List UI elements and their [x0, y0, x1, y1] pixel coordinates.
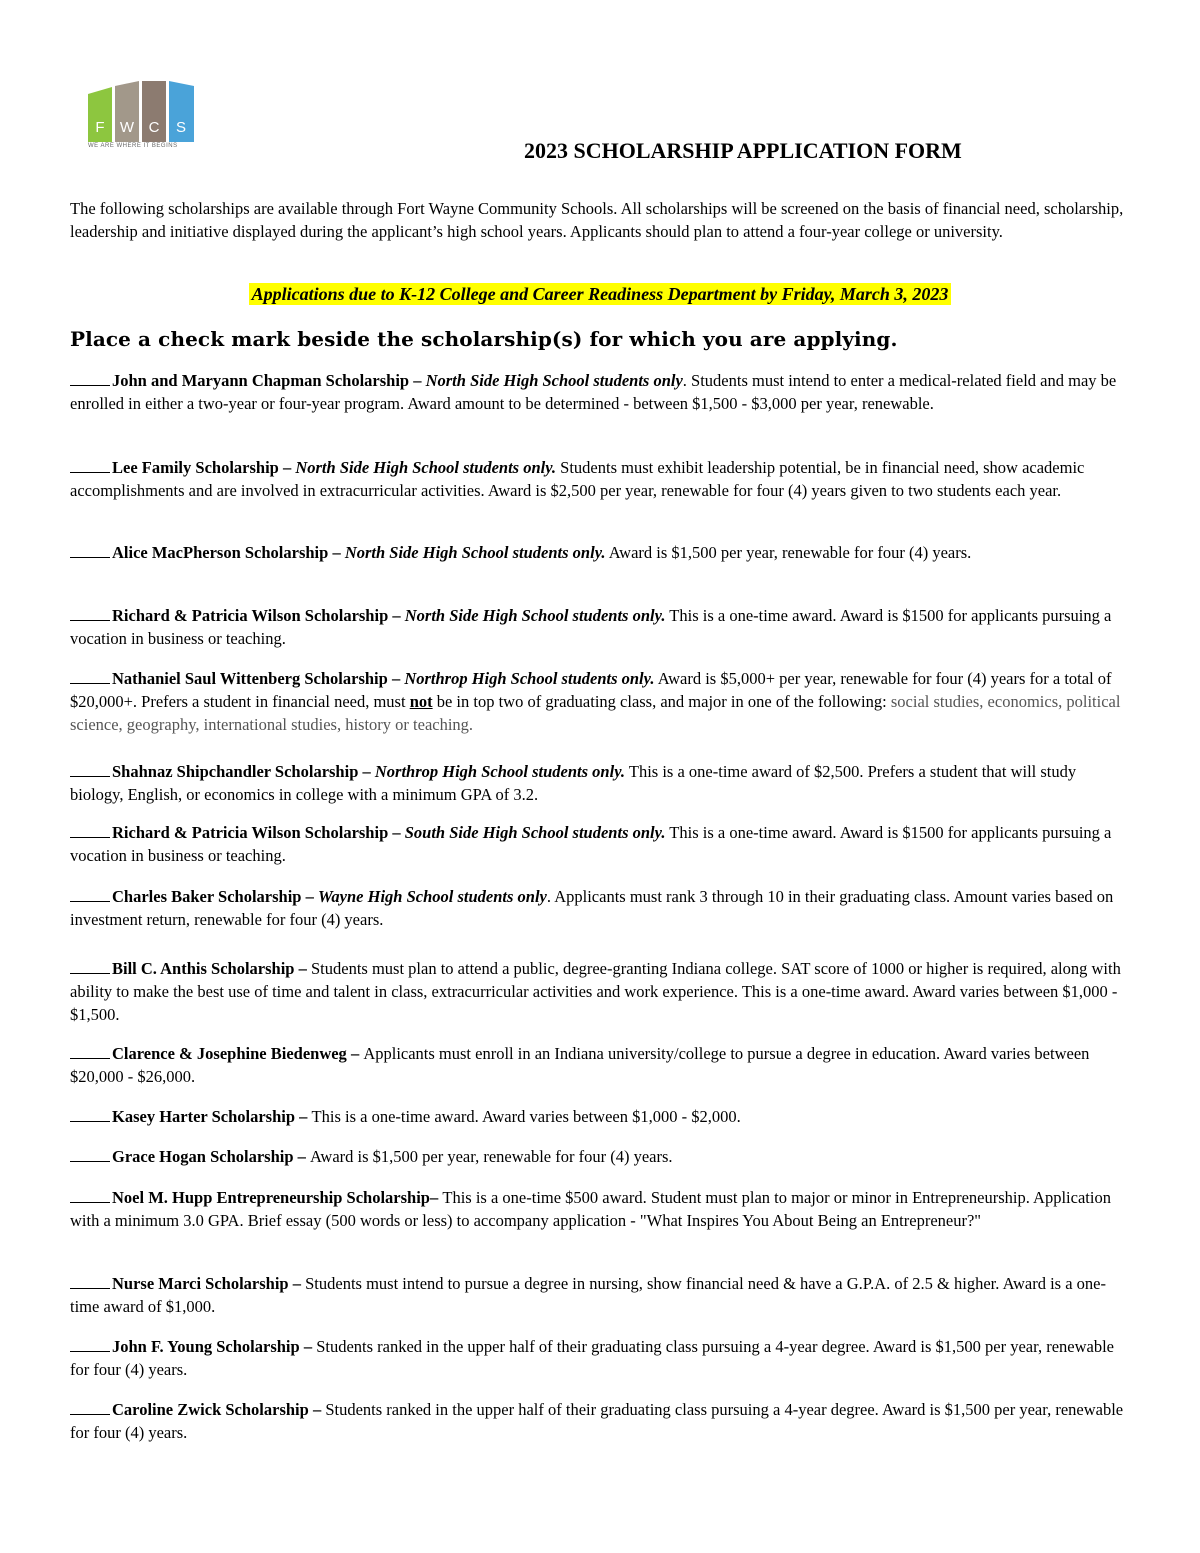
scholarship-separator: –	[328, 543, 345, 562]
scholarship-separator: –	[295, 1107, 312, 1126]
scholarship-eligibility: Wayne High School students only	[317, 887, 547, 906]
scholarship-name: Richard & Patricia Wilson Scholarship	[112, 606, 389, 625]
scholarship-description: This is a one-time award. Award varies between $1,000 - $2,000.	[311, 1107, 741, 1126]
scholarship-item	[70, 541, 1132, 564]
scholarship-name: Grace Hogan Scholarship	[112, 1147, 294, 1166]
scholarship-separator: –	[409, 371, 426, 390]
scholarship-name: Kasey Harter Scholarship	[112, 1107, 296, 1126]
scholarship-separator: –	[388, 823, 405, 842]
scholarship-item	[70, 456, 1132, 502]
scholarship-name: Richard & Patricia Wilson Scholarship	[112, 823, 389, 842]
checkmark-blank[interactable]	[70, 1273, 110, 1289]
logo-letter-w: W	[119, 119, 135, 136]
deadline-line	[0, 284, 1200, 305]
scholarship-separator: –	[358, 762, 375, 781]
scholarship-description: Applicants must enroll in an Indiana university/college to pursue a degree in education. Award varies between $20,000 - $26,000.	[70, 1044, 1090, 1086]
scholarship-item	[70, 760, 1132, 806]
deadline-notice: Applications due to K-12 College and Career Readiness Department by Friday, March 3, 2023	[249, 283, 952, 305]
scholarship-eligibility: North Side High School students only.	[295, 458, 557, 477]
scholarship-eligibility: North Side High School students only	[425, 371, 683, 390]
scholarship-separator: –	[387, 669, 405, 688]
scholarship-separator: –	[346, 1044, 364, 1063]
checkmark-blank[interactable]	[70, 1187, 110, 1203]
scholarship-majors: social studies, economics, political science, geography, international studies, history or teaching.	[70, 692, 1121, 734]
scholarship-item	[70, 1335, 1132, 1381]
scholarship-description: Students must plan to attend a public, degree-granting Indiana college. SAT score of 1000 or higher is required, along with ability to make the best use of time and talent in class, extracurricular activities and work experience. This is a one-time award. Award varies between $1,000 - $1,500.	[70, 959, 1121, 1024]
scholarship-name: Lee Family Scholarship	[112, 458, 279, 477]
scholarship-item	[70, 1186, 1132, 1232]
checkmark-blank[interactable]	[70, 1336, 110, 1352]
checkmark-blank[interactable]	[70, 605, 110, 621]
checkmark-blank[interactable]	[70, 1043, 110, 1059]
checkmark-blank[interactable]	[70, 457, 110, 473]
scholarship-separator: –	[388, 606, 405, 625]
scholarship-separator: –	[294, 959, 311, 978]
checkmark-blank[interactable]	[70, 886, 110, 902]
checkmark-blank[interactable]	[70, 370, 110, 386]
scholarship-description: Award is $1,500 per year, renewable for four (4) years.	[605, 543, 972, 562]
scholarship-name: John and Maryann Chapman Scholarship	[112, 371, 410, 390]
scholarship-description-cont: be in top two of graduating class, and major in one of the following:	[432, 692, 891, 711]
scholarship-item	[70, 1272, 1132, 1318]
checkmark-blank[interactable]	[70, 822, 110, 838]
scholarship-separator: –	[293, 1147, 311, 1166]
scholarship-description: This is a one-time $500 award. Student must plan to major or minor in Entrepreneurship. Application with a minimum 3.0 GPA. Brief essay (500 words or less) to accompany application - "What Inspires You About Being an Entrepreneur?"	[70, 1188, 1111, 1230]
checkmark-blank[interactable]	[70, 668, 110, 684]
scholarship-separator: –	[288, 1274, 306, 1293]
scholarship-item	[70, 1105, 1132, 1128]
scholarship-name: Caroline Zwick Scholarship	[112, 1400, 309, 1419]
checkmark-blank[interactable]	[70, 542, 110, 558]
scholarship-item	[70, 885, 1132, 931]
scholarship-description: . Applicants must rank 3 through 10 in their graduating class. Amount varies based on investment return, renewable for four (4) years.	[70, 887, 1114, 929]
scholarship-item	[70, 957, 1132, 1026]
scholarship-separator: –	[299, 1337, 317, 1356]
logo-tagline: WE ARE WHERE IT BEGINS	[88, 143, 178, 149]
scholarship-item	[70, 1042, 1132, 1088]
logo-letter-c: C	[148, 119, 160, 136]
scholarship-description: This is a one-time award. Award is $1500 for applicants pursuing a vocation in business or teaching.	[70, 823, 1112, 865]
checkmark-blank[interactable]	[70, 1106, 110, 1122]
scholarship-description: This is a one-time award of $2,500. Prefers a student that will study biology, English, or economics in college with a minimum GPA of 3.2.	[70, 762, 1077, 804]
instruction-heading: Place a check mark beside the scholarship(s) for which you are applying.	[70, 327, 898, 351]
scholarship-eligibility: North Side High School students only.	[344, 543, 606, 562]
scholarship-name: Alice MacPherson Scholarship	[112, 543, 329, 562]
scholarship-name: Noel M. Hupp Entrepreneurship Scholarship	[112, 1188, 430, 1207]
scholarship-separator: –	[301, 887, 318, 906]
scholarship-separator: –	[430, 1188, 443, 1207]
scholarship-description: . Students must intend to enter a medical-related field and may be enrolled in either a two-year or four-year program. Award amount to be determined - between $1,500 - $3,000 per year, renewable.	[70, 371, 1117, 413]
emphasis-not: not	[409, 692, 433, 711]
scholarship-name: Charles Baker Scholarship	[112, 887, 302, 906]
scholarship-item	[70, 369, 1132, 415]
scholarship-item	[70, 1145, 1132, 1168]
scholarship-description: Students must exhibit leadership potential, be in financial need, show academic accomplishments and are involved in extracurricular activities. Award is $2,500 per year, renewable for four (4) years given to two students each year.	[70, 458, 1085, 500]
scholarship-eligibility: Northrop High School students only.	[374, 762, 626, 781]
scholarship-description: Award is $5,000+ per year, renewable for four (4) years for a total of $20,000+. Prefers a student in financial need, must	[70, 669, 1112, 711]
scholarship-separator: –	[278, 458, 296, 477]
fwcs-logo-graphic	[86, 80, 200, 144]
scholarship-item	[70, 1398, 1132, 1444]
scholarship-name: Nathaniel Saul Wittenberg Scholarship	[112, 669, 388, 688]
scholarship-name: John F. Young Scholarship	[112, 1337, 300, 1356]
scholarship-description: Students must intend to pursue a degree in nursing, show financial need & have a G.P.A. of 2.5 & higher. Award is a one-time award of $1,000.	[70, 1274, 1106, 1316]
scholarship-eligibility: Northrop High School students only.	[404, 669, 655, 688]
scholarship-name: Nurse Marci Scholarship	[112, 1274, 289, 1293]
scholarship-item	[70, 821, 1132, 867]
scholarship-description: Students ranked in the upper half of their graduating class pursuing a 4-year degree. Award is $1,500 per year, renewable for four (4) years.	[70, 1337, 1114, 1379]
logo-letter-s: S	[175, 119, 187, 136]
checkmark-blank[interactable]	[70, 761, 110, 777]
scholarship-name: Clarence & Josephine Biedenweg	[112, 1044, 347, 1063]
checkmark-blank[interactable]	[70, 1146, 110, 1162]
scholarship-description: Students ranked in the upper half of their graduating class pursuing a 4-year degree. Award is $1,500 per year, renewable for four (4) years.	[70, 1400, 1124, 1442]
page-title: 2023 SCHOLARSHIP APPLICATION FORM	[524, 138, 962, 163]
intro-paragraph: The following scholarships are available through Fort Wayne Community Schools. All scholarships will be screened on the basis of financial need, scholarship, leadership and initiative displayed during the applicant’s high school years. Applicants should plan to attend a four-year college or university.	[70, 199, 1124, 241]
scholarship-name: Shahnaz Shipchandler Scholarship	[112, 762, 359, 781]
checkmark-blank[interactable]	[70, 958, 110, 974]
scholarship-name: Bill C. Anthis Scholarship	[112, 959, 295, 978]
logo-letter-f: F	[95, 119, 105, 136]
scholarship-description: Award is $1,500 per year, renewable for four (4) years.	[310, 1147, 673, 1166]
scholarship-eligibility: North Side High School students only.	[404, 606, 666, 625]
scholarship-separator: –	[308, 1400, 326, 1419]
scholarship-eligibility: South Side High School students only.	[404, 823, 666, 842]
checkmark-blank[interactable]	[70, 1399, 110, 1415]
scholarship-item	[70, 604, 1132, 650]
scholarship-description: This is a one-time award. Award is $1500 for applicants pursuing a vocation in business or teaching.	[70, 606, 1112, 648]
scholarship-item	[70, 667, 1132, 736]
